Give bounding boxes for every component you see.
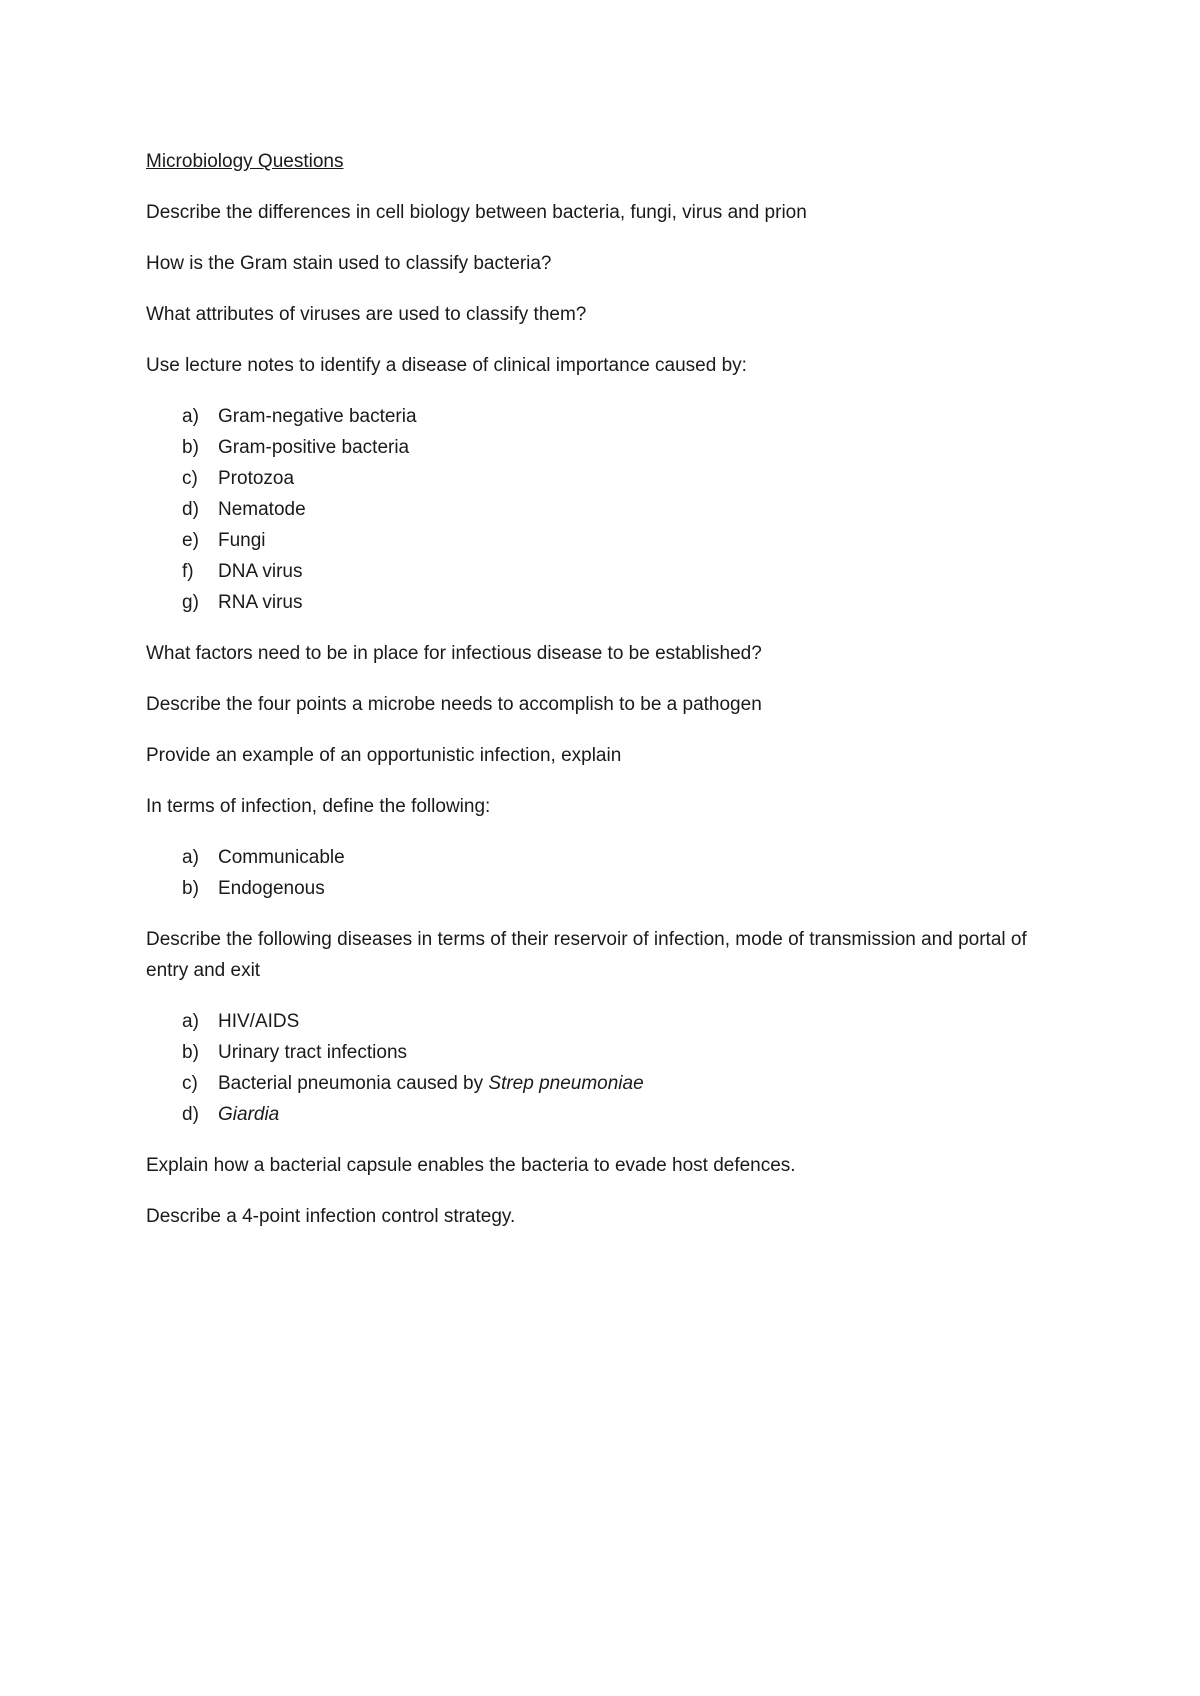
question-opportunistic-infection: Provide an example of an opportunistic infection, explain — [146, 745, 622, 766]
list-marker: a) — [182, 1011, 199, 1032]
list-item — [146, 556, 1046, 587]
list-marker: d) — [182, 499, 199, 520]
list-item-italic-text: Giardia — [218, 1104, 280, 1125]
list-item — [146, 587, 1046, 618]
list-item-text: Gram-positive bacteria — [218, 437, 410, 458]
question-pathogen-points: Describe the four points a microbe needs to accomplish to be a pathogen — [146, 694, 762, 715]
document-body — [146, 146, 1046, 1252]
list-item-text: Fungi — [218, 530, 266, 551]
list-item — [146, 432, 1046, 463]
list-item-text: DNA virus — [218, 561, 303, 582]
list-item-text: Endogenous — [218, 878, 325, 899]
list-marker: b) — [182, 437, 199, 458]
list-item-text: Nematode — [218, 499, 306, 520]
diseases-list — [146, 1006, 1046, 1130]
question-define-terms: In terms of infection, define the following: — [146, 796, 491, 817]
list-item — [146, 1099, 1046, 1130]
question-infectious-factors: What factors need to be in place for infectious disease to be established? — [146, 643, 762, 664]
list-marker: e) — [182, 530, 199, 551]
question-bacterial-capsule: Explain how a bacterial capsule enables the bacteria to evade host defences. — [146, 1155, 796, 1176]
list-item — [146, 873, 1046, 904]
list-marker: a) — [182, 847, 199, 868]
list-marker: f) — [182, 561, 194, 582]
list-item — [146, 494, 1046, 525]
list-item — [146, 842, 1046, 873]
question-infection-control: Describe a 4-point infection control strategy. — [146, 1206, 516, 1227]
list-item-text: Gram-negative bacteria — [218, 406, 417, 427]
list-marker: a) — [182, 406, 199, 427]
list-item — [146, 1037, 1046, 1068]
question-disease-identification: Use lecture notes to identify a disease of clinical importance caused by: — [146, 355, 747, 376]
list-item-italic-text: Strep pneumoniae — [488, 1073, 644, 1094]
list-item — [146, 525, 1046, 556]
list-item — [146, 463, 1046, 494]
list-item — [146, 1068, 1046, 1099]
list-marker: d) — [182, 1104, 199, 1125]
question-gram-stain: How is the Gram stain used to classify bacteria? — [146, 253, 552, 274]
terms-list — [146, 842, 1046, 904]
list-marker: g) — [182, 592, 199, 613]
list-item-plain-text: Bacterial pneumonia caused by — [218, 1073, 489, 1094]
list-item-text: RNA virus — [218, 592, 303, 613]
list-marker: c) — [182, 468, 198, 489]
list-item-text: Communicable — [218, 847, 345, 868]
list-item — [146, 401, 1046, 432]
list-marker: b) — [182, 1042, 199, 1063]
list-item-text — [218, 1099, 279, 1130]
list-item-text — [218, 1068, 644, 1099]
question-cell-biology: Describe the differences in cell biology between bacteria, fungi, virus and prion — [146, 202, 807, 223]
list-marker: b) — [182, 878, 199, 899]
organism-list — [146, 401, 1046, 618]
list-item-text: HIV/AIDS — [218, 1011, 300, 1032]
list-item-text: Protozoa — [218, 468, 295, 489]
list-item — [146, 1006, 1046, 1037]
question-disease-description: Describe the following diseases in terms of their reservoir of infection, mode of transmission and portal of entry and exit — [146, 929, 1027, 981]
list-marker: c) — [182, 1073, 198, 1094]
list-item-text: Urinary tract infections — [218, 1042, 408, 1063]
question-virus-attributes: What attributes of viruses are used to classify them? — [146, 304, 587, 325]
document-title: Microbiology Questions — [146, 151, 344, 172]
